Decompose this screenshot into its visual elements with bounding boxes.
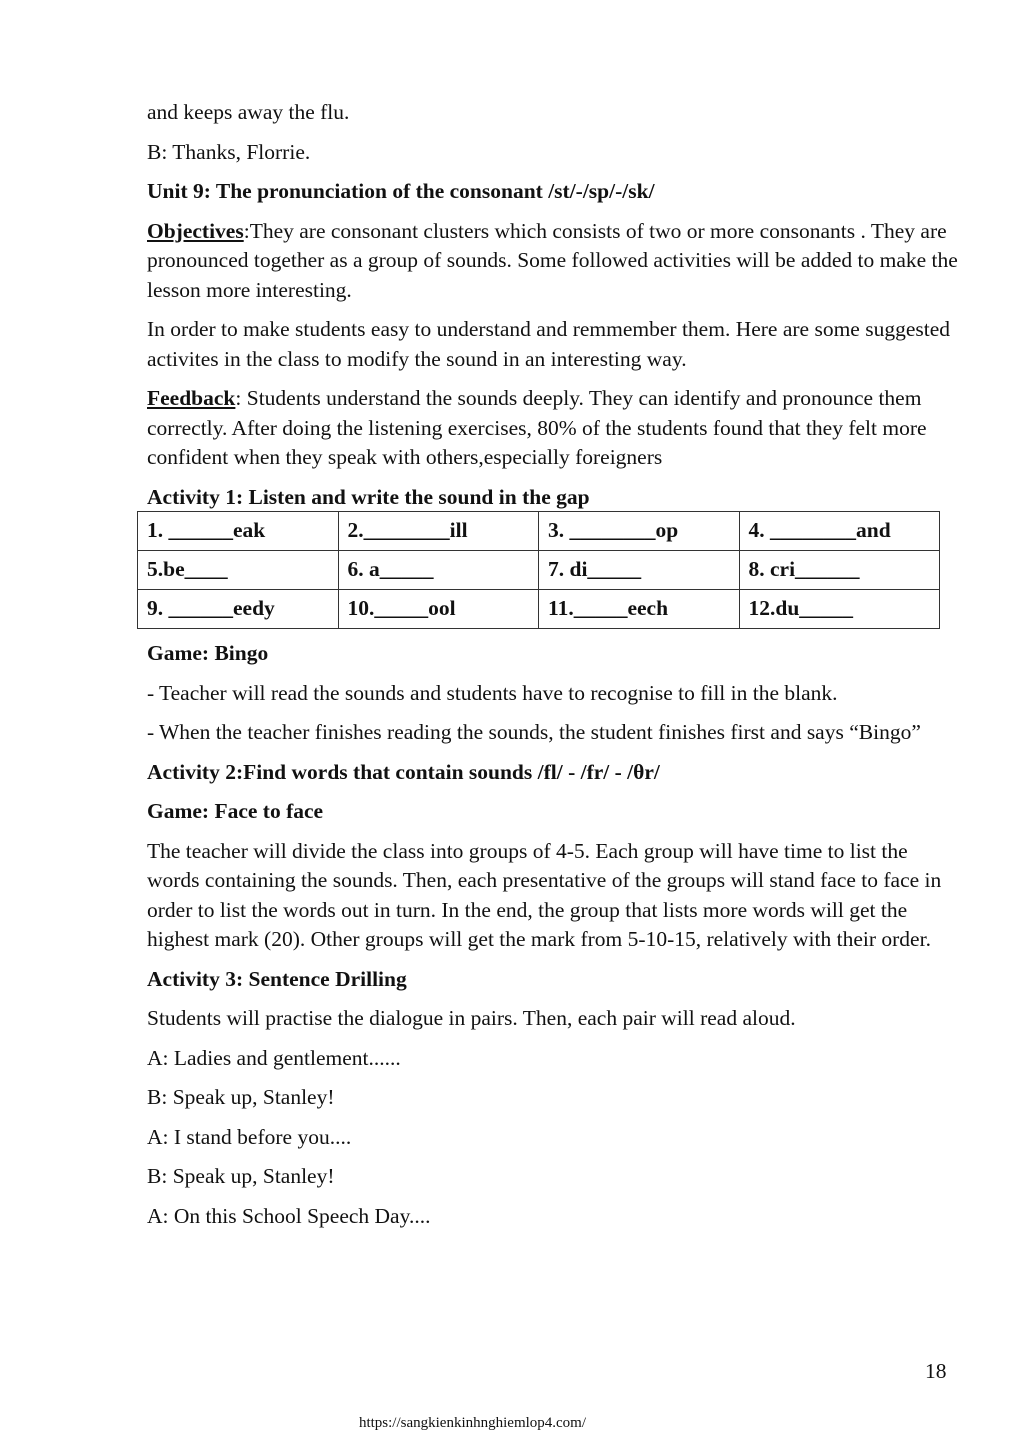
activity2-title: Activity 2:Find words that contain sounds /fl/ - /fr/ - /θr/ <box>147 759 660 784</box>
dash-bullet: - <box>147 680 155 705</box>
feedback-text: : Students understand the sounds deeply. They can identify and pronounce them correctly. After doing the listening exercises, 80% of the students found that they felt more confident when they speak with others,especially foreigners <box>147 386 927 469</box>
unit-title: Unit 9: The pronunciation of the consonant /st/-/sp/-/sk/ <box>147 179 655 203</box>
table-cell: 5.be____ <box>138 551 339 590</box>
table-cell: 3. ________op <box>539 512 740 551</box>
dialogue-line: B: Speak up, Stanley! <box>147 1164 335 1188</box>
table-row <box>138 551 940 590</box>
dialogue-line: B: Speak up, Stanley! <box>147 1085 335 1109</box>
dialogue-line: A: On this School Speech Day.... <box>147 1203 431 1228</box>
activity1-table <box>137 511 940 629</box>
text-line: and keeps away the flu. <box>147 100 350 124</box>
table-cell: 11._____eech <box>539 590 740 629</box>
table-cell: 2.________ill <box>338 512 539 551</box>
table-cell: 8. cri______ <box>739 551 940 590</box>
list-item-text: When the teacher finishes reading the sounds, the student finishes first and says “Bingo” <box>159 720 921 744</box>
page-number: 18 <box>925 1359 947 1383</box>
table-cell: 7. di_____ <box>539 551 740 590</box>
document-page <box>147 98 962 1241</box>
table-row <box>138 512 940 551</box>
game-face-text: The teacher will divide the class into groups of 4-5. Each group will have time to list the words containing the sounds. Then, each presentative of the groups will stand face to face in order to list the words out in turn. In the end, the group that lists more words will get the highest mark (20). Other groups will get the mark from 5-10-15, relatively with their order. <box>147 838 942 951</box>
list-item-text: Teacher will read the sounds and students have to recognise to fill in the blank. <box>159 680 838 705</box>
activity3-intro: Students will practise the dialogue in pairs. Then, each pair will read aloud. <box>147 1006 796 1030</box>
activity1-title: Activity 1: Listen and write the sound in the gap <box>147 484 590 509</box>
text-line: B: Thanks, Florrie. <box>147 139 311 164</box>
table-cell: 4. ________and <box>739 512 940 551</box>
feedback-label: Feedback <box>147 386 236 410</box>
table-cell: 12.du_____ <box>739 590 940 629</box>
table-cell: 1. ______eak <box>138 512 339 551</box>
table-cell: 10._____ool <box>338 590 539 629</box>
table-cell: 9. ______eedy <box>138 590 339 629</box>
game-bingo-title: Game: Bingo <box>147 641 269 665</box>
game-face-title: Game: Face to face <box>147 799 324 823</box>
list-item <box>147 718 962 748</box>
table-row <box>138 590 940 629</box>
objectives-label: Objectives <box>147 218 244 243</box>
order-paragraph: In order to make students easy to understand and remmember them. Here are some suggested activites in the class to modify the sound in an interesting way. <box>147 317 951 371</box>
table-cell: 6. a_____ <box>338 551 539 590</box>
objectives-paragraph <box>147 217 962 306</box>
dialogue-line: A: Ladies and gentlement...... <box>147 1045 401 1070</box>
footer-url[interactable]: https://sangkienkinhnghiemlop4.com/ <box>358 1415 587 1431</box>
activity3-title: Activity 3: Sentence Drilling <box>147 966 407 991</box>
objectives-text: :They are consonant clusters which consists of two or more consonants . They are pronounced together as a group of sounds. Some followed activities will be added to make the lesson more interesting. <box>147 218 958 302</box>
dialogue-line: A: I stand before you.... <box>147 1124 352 1149</box>
feedback-paragraph <box>147 384 962 473</box>
dash-bullet: - <box>147 720 155 744</box>
list-item <box>147 679 962 709</box>
